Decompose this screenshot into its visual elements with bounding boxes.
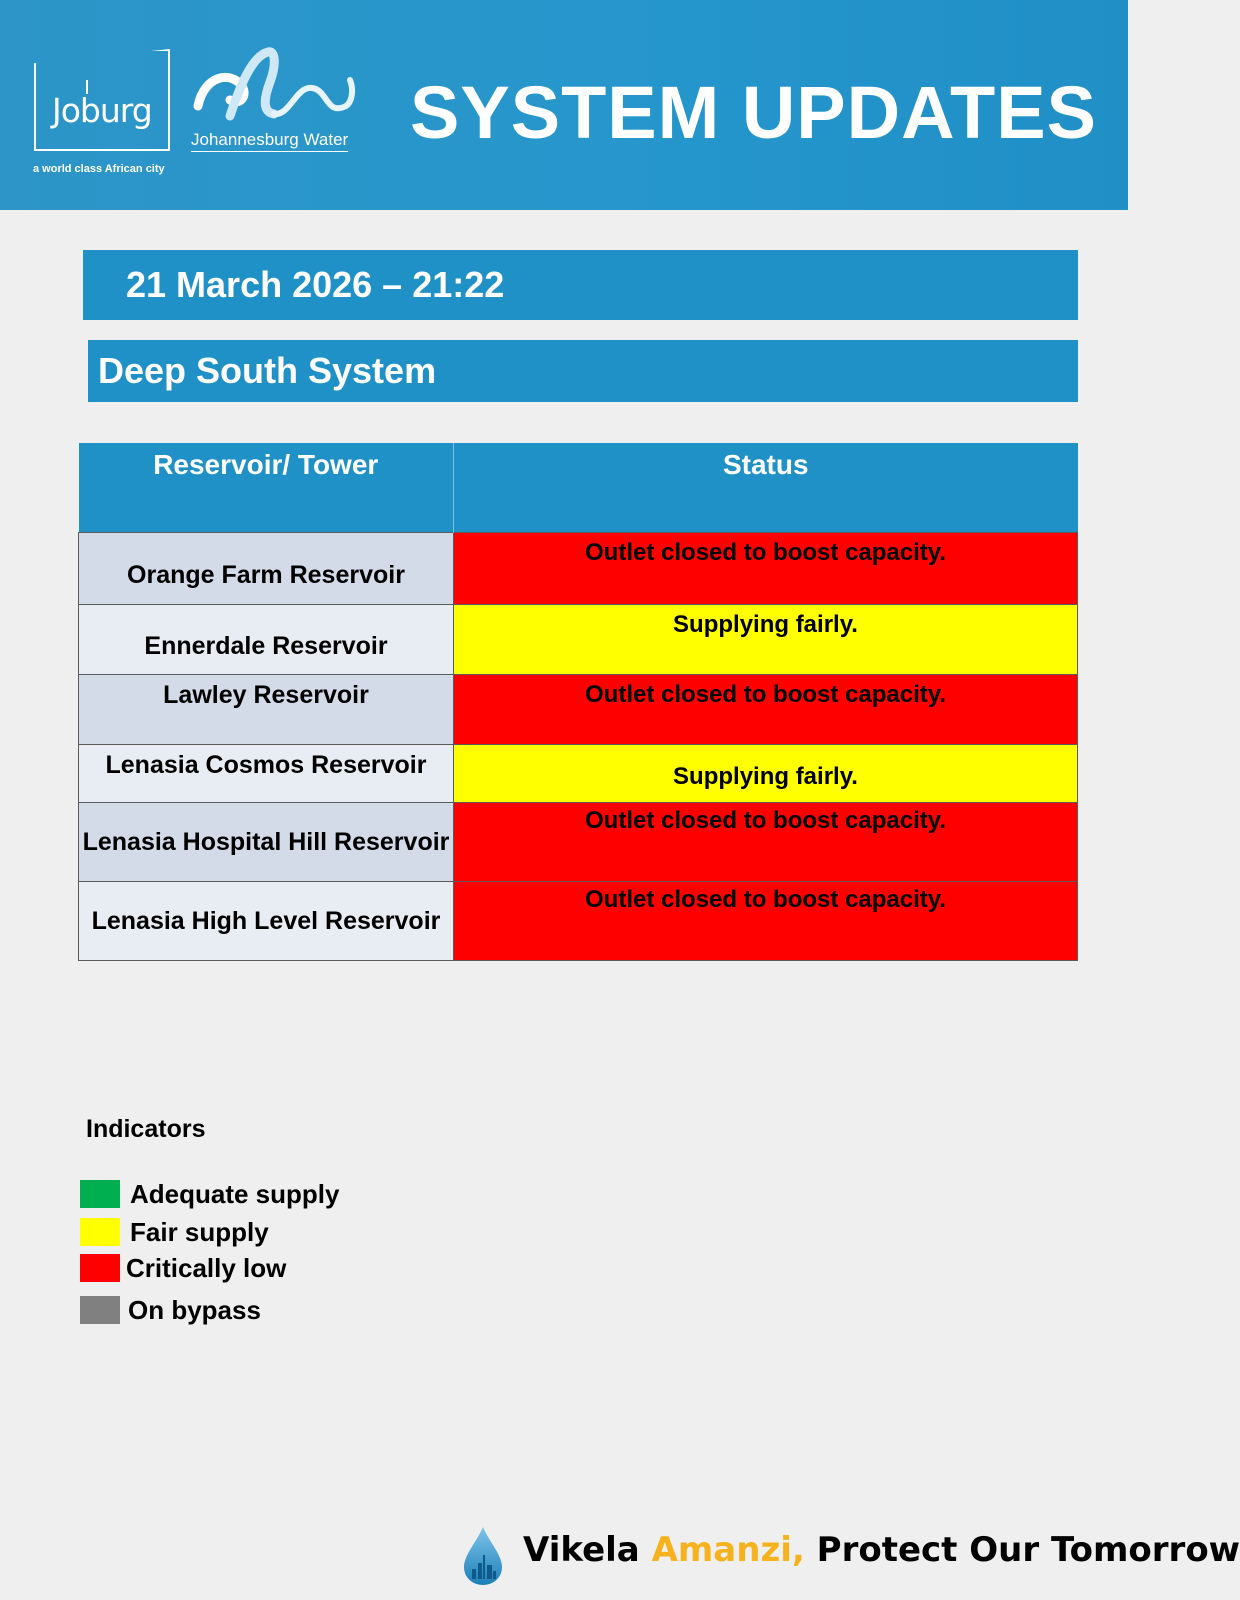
reservoir-name: Ennerdale Reservoir [79,604,454,674]
reservoir-status: Outlet closed to boost capacity. [454,532,1078,604]
joburg-logo: Joburg [52,91,152,130]
footer-slogan-part3: Protect Our Tomorrow [804,1530,1240,1570]
reservoir-name: Lenasia Cosmos Reservoir [79,744,454,802]
johannesburg-water-wave-icon [190,46,360,130]
reservoir-name: Lenasia High Level Reservoir [79,881,454,960]
date-time-bar: 21 March 2026 – 21:22 [83,250,1078,320]
yellow-swatch [80,1218,120,1246]
reservoir-status-table [78,443,1078,961]
joburg-tagline: a world class African city [33,163,165,175]
green-swatch [80,1180,120,1208]
reservoir-status: Supplying fairly. [454,744,1078,802]
table-row [79,881,1078,960]
footer-slogan-part1: Vikela [523,1530,652,1570]
water-drop-icon [462,1525,504,1587]
grey-swatch [80,1296,120,1324]
table-row [79,604,1078,674]
table-row [79,744,1078,802]
indicator-label: Fair supply [130,1217,269,1247]
red-swatch [80,1254,120,1282]
system-name-bar: Deep South System [88,340,1078,402]
reservoir-name: Orange Farm Reservoir [79,532,454,604]
table-row [79,532,1078,604]
indicator-label: Adequate supply [130,1179,340,1209]
footer-slogan-accent: Amanzi, [651,1530,805,1570]
reservoir-status: Outlet closed to boost capacity. [454,802,1078,881]
reservoir-status: Outlet closed to boost capacity. [454,674,1078,744]
header-banner [0,0,1128,210]
table-row [79,802,1078,881]
reservoir-name: Lenasia Hospital Hill Reservoir [79,802,454,881]
column-header-status: Status [454,443,1078,532]
table-row [79,674,1078,744]
indicators-title: Indicators [86,1115,206,1143]
reservoir-status: Supplying fairly. [454,604,1078,674]
indicator-label: On bypass [128,1295,261,1325]
footer-slogan [523,1530,1240,1570]
column-header-reservoir: Reservoir/ Tower [79,443,454,532]
reservoir-name: Lawley Reservoir [79,674,454,744]
reservoir-status: Outlet closed to boost capacity. [454,881,1078,960]
johannesburg-water-name: Johannesburg Water [191,130,348,152]
indicator-label: Critically low [126,1253,287,1283]
table-header-row [79,443,1078,532]
page-title: SYSTEM UPDATES [410,71,1097,154]
